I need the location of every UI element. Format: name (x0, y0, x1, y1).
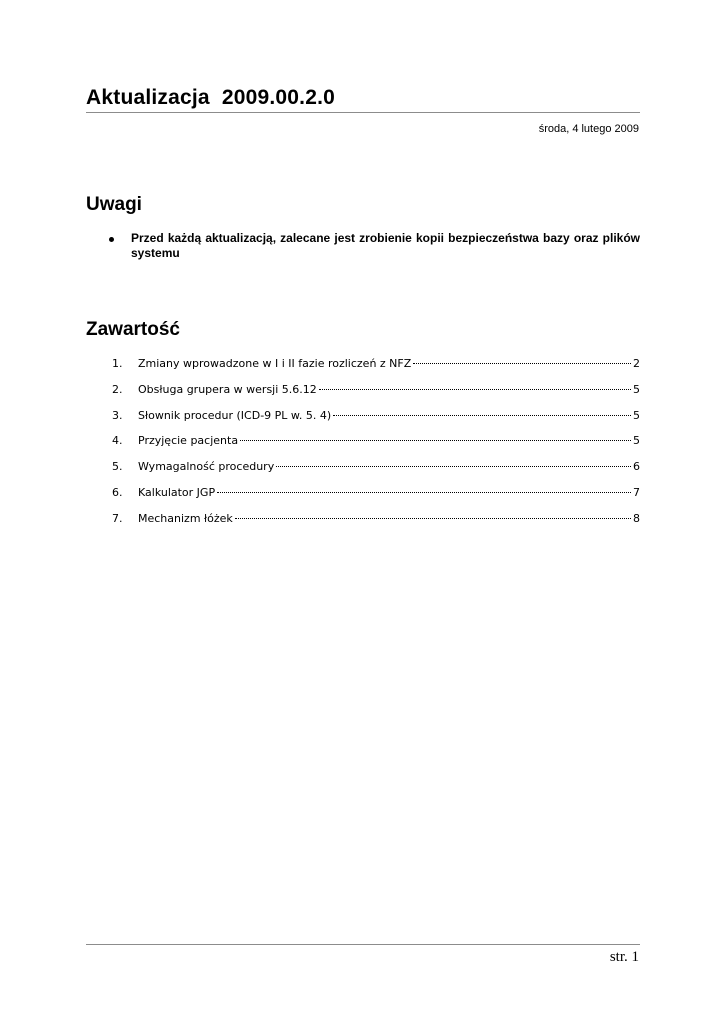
note-item (108, 231, 640, 261)
toc-dot-leader (217, 486, 631, 493)
notes-list (108, 231, 640, 261)
toc-entry-page[interactable]: 5 (633, 408, 640, 422)
toc-dot-leader (319, 383, 631, 390)
toc-entry-title[interactable]: Obsługa grupera w wersji 5.6.12 (138, 382, 317, 396)
notes-heading: Uwagi (86, 194, 142, 215)
document-date: środa, 4 lutego 2009 (538, 123, 639, 135)
toc-entry[interactable] (112, 432, 640, 458)
toc-entry-number: 1. (112, 357, 123, 370)
contents-heading: Zawartość (86, 319, 180, 340)
toc-entry-title[interactable]: Słownik procedur (ICD-9 PL w. 5. 4) (138, 408, 332, 422)
toc-entry-page[interactable]: 2 (633, 357, 640, 370)
toc-entry-title[interactable]: Kalkulator JGP (138, 485, 216, 499)
toc-entry-title[interactable]: Zmiany wprowadzone w I i II fazie rozliczeń z NFZ (138, 357, 412, 370)
toc-entry[interactable] (112, 381, 640, 407)
page-number: str. 1 (609, 949, 639, 965)
toc-entry-title[interactable]: Przyjęcie pacjenta (138, 434, 239, 448)
title-divider (86, 112, 640, 113)
toc-dot-leader (235, 512, 631, 519)
toc-entry[interactable] (112, 484, 640, 510)
toc-entry-page[interactable]: 5 (633, 434, 640, 448)
toc-entry-page[interactable]: 6 (633, 460, 640, 474)
toc-entry[interactable] (112, 355, 640, 381)
toc-entry-number: 5. (112, 460, 123, 474)
toc-entry-number: 3. (112, 408, 123, 422)
toc-entry-page[interactable]: 8 (633, 511, 640, 525)
toc-entry[interactable] (112, 458, 640, 484)
toc-entry-page[interactable]: 7 (633, 485, 640, 499)
toc-entry-number: 2. (112, 382, 123, 396)
bullet-icon (109, 237, 114, 242)
toc-entry[interactable] (112, 510, 640, 536)
table-of-contents (112, 355, 640, 536)
page-title: Aktualizacja 2009.00.2.0 (86, 86, 335, 109)
toc-dot-leader (240, 434, 631, 441)
note-text: Przed każdą aktualizacją, zalecane jest zrobienie kopii bezpieczeństwa bazy oraz plików systemu (131, 231, 640, 260)
toc-entry-number: 7. (112, 511, 123, 525)
toc-dot-leader (333, 409, 631, 416)
toc-entry[interactable] (112, 407, 640, 433)
toc-entry-title[interactable]: Mechanizm łóżek (138, 511, 233, 525)
toc-dot-leader (413, 357, 631, 364)
toc-entry-title[interactable]: Wymagalność procedury (138, 460, 275, 474)
footer-divider (86, 944, 640, 945)
toc-entry-number: 4. (112, 434, 123, 448)
toc-entry-page[interactable]: 5 (633, 382, 640, 396)
toc-entry-number: 6. (112, 485, 123, 499)
toc-dot-leader (276, 460, 631, 467)
